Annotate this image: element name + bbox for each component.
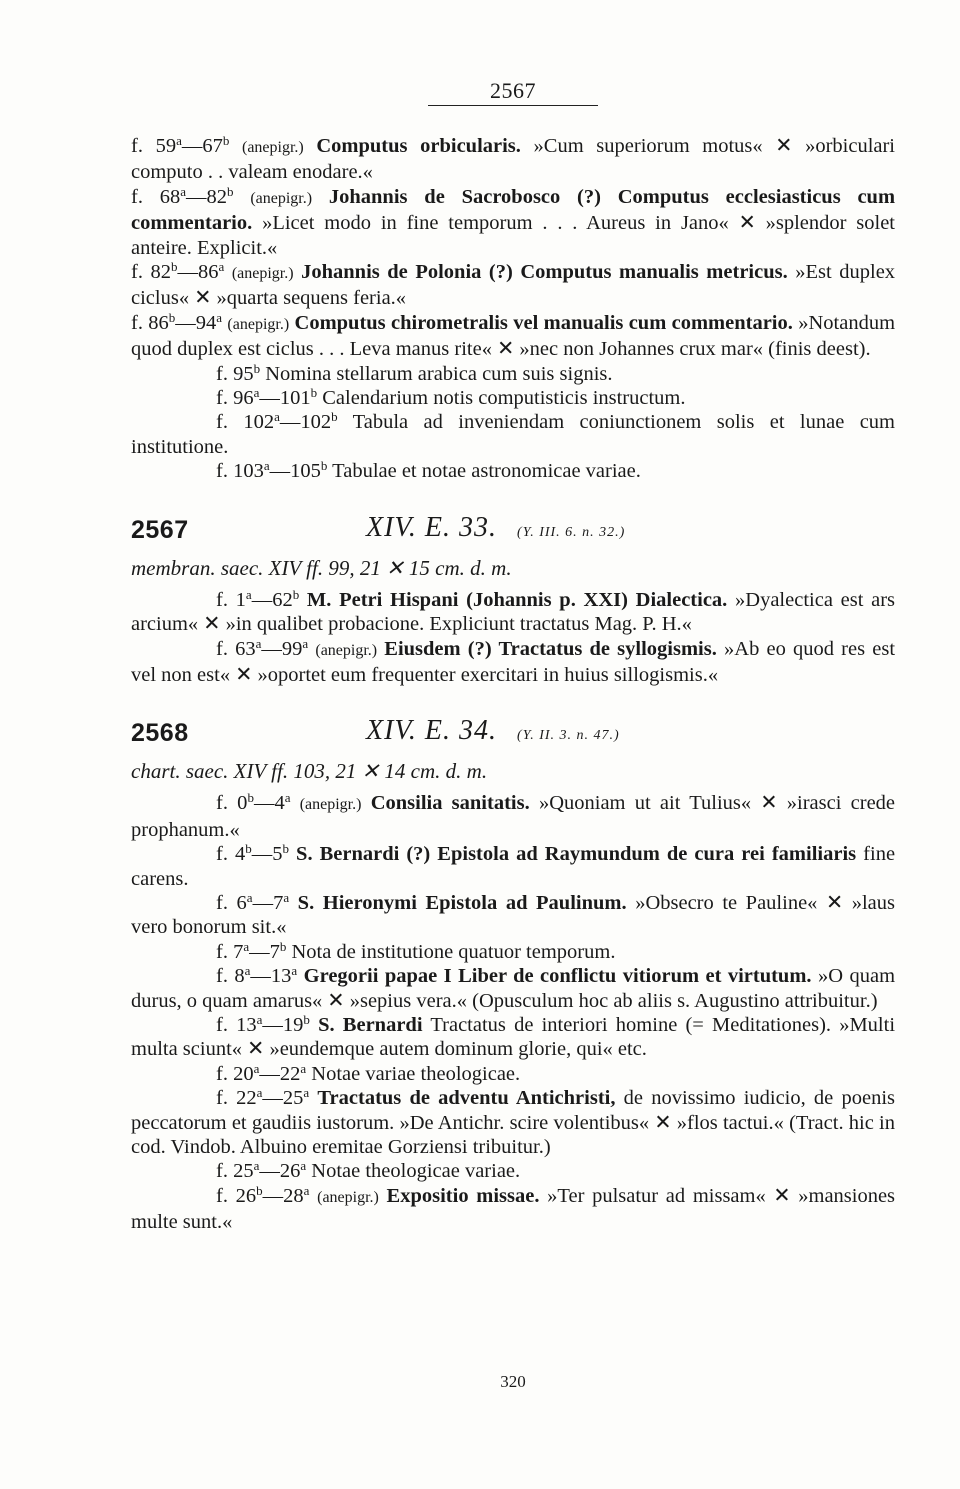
folio-start: f. 8 <box>216 965 245 988</box>
item-text: Nota de institutione quatuor temporum. <box>291 940 616 963</box>
codex-description: chart. saec. XIV ff. 103, 21 ✕ 14 cm. d. m. <box>131 759 488 784</box>
folio-sup: b <box>282 841 289 857</box>
folio-sup: b <box>256 1182 263 1198</box>
item-entry <box>131 1086 895 1159</box>
item-title: S. Bernardi <box>318 1013 423 1036</box>
folio-end: —105 <box>269 460 321 483</box>
folio-end: —26 <box>259 1160 301 1183</box>
item-text: Notae variae theologicae. <box>311 1062 521 1085</box>
item-text: »Notandum quod duplex est ciclus . . . Leva manus rite« ✕ »nec non Johannes crux mar« (finis deest). <box>131 311 896 361</box>
item-text: »Quoniam ut ait Tulius« ✕ »irasci crede prophanum.« <box>131 792 896 841</box>
folio-sup: a <box>291 963 298 979</box>
folio-start: f. 20 <box>216 1062 254 1085</box>
folio-sup: a <box>255 635 262 651</box>
item-entry <box>131 185 895 260</box>
item-entry <box>131 842 895 891</box>
item-title: Consilia sanitatis. <box>370 792 530 815</box>
folio-start: f. 59 <box>131 135 177 157</box>
codex-description: membran. saec. XIV ff. 99, 21 ✕ 15 cm. d. m. <box>131 555 512 580</box>
folio-end: —19 <box>262 1013 304 1036</box>
folio-start: f. 22 <box>216 1087 257 1110</box>
anepigr-note: (anepigr.) <box>250 189 313 207</box>
item-title: Expositio missae. <box>386 1184 540 1207</box>
item-text: de novissimo iudicio, de poenis peccatorum et gaudiis iustorum. »De Antichr. scire volentibus« ✕ »flos tactui.« (Tract. hic in cod. Vindob. Albuino eremitae Gorziensi tribuitur.) <box>131 1087 895 1158</box>
folio-sup: b <box>320 458 328 474</box>
folio-sup: b <box>253 360 261 376</box>
anepigr-note: (anepigr.) <box>317 1188 379 1206</box>
item-text: »Cum superiorum motus« ✕ »orbiculari computo . . valeam enodare.« <box>131 135 896 184</box>
folio-sup: a <box>245 586 252 602</box>
folio-sup: a <box>263 458 270 474</box>
folio-start: f. 95 <box>216 362 254 385</box>
folio-end: —28 <box>262 1184 304 1207</box>
item-title: S. Bernardi (?) Epistola ad Raymundum de cura rei familiaris <box>296 843 857 866</box>
folio-end: —86 <box>177 261 219 284</box>
item-title: Computus chirometralis vel manualis cum commentario. <box>294 311 793 334</box>
item-text: »Est duplex ciclus« ✕ »quarta sequens feria.« <box>131 261 896 310</box>
folio-end: —82 <box>186 185 228 208</box>
item-entry <box>131 260 895 311</box>
folio-sup: b <box>171 259 178 275</box>
item-entry <box>131 134 895 185</box>
folio-sup: a <box>256 1011 263 1027</box>
folio-start: f. 0 <box>216 792 248 815</box>
folio-start: f. 82 <box>131 261 171 284</box>
folio-sup: a <box>176 133 182 148</box>
item-entry <box>131 1013 895 1062</box>
folio-sup: a <box>274 409 280 425</box>
item-entry <box>131 964 895 1013</box>
anepigr-note: (anepigr.) <box>227 315 290 333</box>
folio-start: f. 25 <box>216 1160 254 1183</box>
item-entry <box>131 311 895 362</box>
folio-end: —4 <box>253 792 285 815</box>
folio-sup: a <box>283 889 290 905</box>
folio-start: f. 86 <box>131 311 169 334</box>
folio-start: f. 63 <box>216 637 256 660</box>
item-entry <box>131 410 895 459</box>
folio-end: —7 <box>249 940 280 963</box>
folio-start: f. 26 <box>216 1184 257 1207</box>
folio-sup: a <box>303 1085 310 1101</box>
item-title: Tractatus de adventu Antichristi, <box>317 1087 616 1110</box>
folio-sup: a <box>256 1085 263 1101</box>
entry-number: 2567 <box>131 515 189 544</box>
folio-sup: a <box>253 1060 260 1076</box>
item-text: fine carens. <box>131 843 896 890</box>
item-entry <box>131 459 895 483</box>
folio-start: f. 102 <box>216 411 275 434</box>
page-folio: 320 <box>500 1372 526 1391</box>
anepigr-note: (anepigr.) <box>299 796 362 814</box>
entry-number: 2568 <box>131 719 189 748</box>
folio-sup: b <box>310 385 318 401</box>
item-entry <box>131 637 895 688</box>
folio-sup: a <box>302 635 309 651</box>
entries <box>131 510 895 1235</box>
folio-start: f. 6 <box>216 891 247 914</box>
item-title: Eiusdem (?) Tractatus de syllogismis. <box>384 637 717 660</box>
folio-sup: a <box>180 183 187 199</box>
item-entry <box>131 386 895 410</box>
item-text: Notae theologicae variae. <box>311 1160 521 1183</box>
folio-end: —62 <box>251 588 293 611</box>
folio-sup: b <box>247 790 254 806</box>
folio-sup: b <box>222 133 230 148</box>
folio-sup: b <box>303 1011 310 1027</box>
old-signature: (Y. III. 6. n. 32.) <box>517 524 626 540</box>
item-text: »Ab eo quod res est vel non est« ✕ »oportet eum frequenter exercitari in huius sillogismis.« <box>131 637 896 686</box>
folio-sup: b <box>168 309 176 325</box>
folio-sup: a <box>244 963 251 979</box>
folio-sup: a <box>253 1158 260 1174</box>
folio-end: —7 <box>252 891 284 914</box>
shelfmark: XIV. E. 34. (Y. II. 3. n. 47.) <box>366 715 620 747</box>
item-text: »Obsecro te Pauline« ✕ »laus vero bonorum sit.« <box>131 891 896 939</box>
item-text: »Licet modo in fine temporum . . . Aureus in Jano« ✕ »splendor solet anteire. Explicit.« <box>131 212 896 259</box>
folio-sup: a <box>246 889 253 905</box>
folio-start: f. 96 <box>216 387 254 410</box>
entry-heading <box>131 510 895 554</box>
folio-end: —22 <box>259 1062 301 1085</box>
item-title: Johannis de Sacrobosco (?) Computus ecclesiasticus cum commentario. <box>131 185 896 235</box>
anepigr-note: (anepigr.) <box>231 265 294 283</box>
folio-sup: a <box>303 1182 310 1198</box>
folio-start: f. 4 <box>216 843 246 866</box>
folio-start: f. 68 <box>131 185 181 208</box>
folio-end: —101 <box>259 387 311 410</box>
item-entry <box>131 1184 895 1235</box>
folio-sup: a <box>300 1158 307 1174</box>
folio-sup: b <box>227 183 234 199</box>
item-entry <box>131 1159 895 1183</box>
folio-end: —102 <box>279 411 332 434</box>
folio-sup: a <box>253 385 260 401</box>
item-title: Gregorii papae I Liber de conflictu vitiorum et virtutum. <box>303 965 812 988</box>
folio-start: f. 1 <box>216 588 246 611</box>
folio-sup: b <box>279 938 287 954</box>
entry-heading <box>131 713 895 757</box>
item-text: Tabula ad inveniendam coniunctionem solis et lunae cum institutione. <box>131 411 896 458</box>
folio-end: —67 <box>181 135 223 157</box>
folio-sup: b <box>292 586 300 602</box>
item-entry <box>131 891 895 940</box>
folio-sup: a <box>216 309 223 325</box>
head-rule <box>428 105 598 106</box>
old-signature: (Y. II. 3. n. 47.) <box>517 728 620 744</box>
folio-sup: a <box>300 1060 307 1076</box>
folio-end: —94 <box>175 311 217 334</box>
item-title: Johannis de Polonia (?) Computus manualis metricus. <box>301 261 788 284</box>
folio-start: f. 103 <box>216 460 264 483</box>
item-entry <box>131 1062 895 1086</box>
item-text: Calendarium notis computisticis instructum. <box>322 387 686 410</box>
item-entry <box>131 791 895 842</box>
item-entry <box>131 362 895 386</box>
shelfmark: XIV. E. 33. (Y. III. 6. n. 32.) <box>366 511 626 543</box>
item-text: Tabulae et notae astronomicae variae. <box>332 460 641 483</box>
anepigr-note: (anepigr.) <box>315 641 378 659</box>
folio-sup: a <box>243 938 250 954</box>
folio-sup: a <box>218 259 225 275</box>
item-text: Nomina stellarum arabica cum suis signis. <box>265 362 613 385</box>
folio-sup: b <box>331 409 338 425</box>
item-text: »Ter pulsatur ad missam« ✕ »mansiones multe sunt.« <box>131 1184 896 1234</box>
item-entry <box>131 588 895 637</box>
catalogue-body <box>131 134 895 1235</box>
folio-end: —25 <box>262 1087 304 1110</box>
item-text: Tractatus de interiori homine (= Meditationes). »Multi multa sciunt« ✕ »eundemque autem dominum glorie, qui« etc. <box>131 1013 896 1061</box>
folio-sup: a <box>284 790 291 806</box>
folio-end: —5 <box>251 843 283 866</box>
continued-entry <box>131 134 895 484</box>
item-title: M. Petri Hispani (Johannis p. XXI) Dialectica. <box>306 588 728 611</box>
item-text: »Dyalectica est ars arcium« ✕ »in qualibet probacione. Expliciunt tractatus Mag. P. H.« <box>131 588 896 636</box>
running-head-number: 2567 <box>490 78 536 103</box>
anepigr-note: (anepigr.) <box>241 139 304 156</box>
folio-sup: b <box>245 841 252 857</box>
folio-start: f. 7 <box>216 940 244 963</box>
item-title: Computus orbicularis. <box>316 135 521 157</box>
folio-start: f. 13 <box>216 1013 257 1036</box>
folio-end: —99 <box>261 637 303 660</box>
item-entry <box>131 940 895 964</box>
folio-end: —13 <box>250 965 292 988</box>
item-text: »O quam durus, o quam amarus« ✕ »sepius vera.« (Opusculum hoc ab aliis s. Augustino attribuitur.) <box>131 965 896 1012</box>
item-title: S. Hieronymi Epistola ad Paulinum. <box>297 891 627 914</box>
